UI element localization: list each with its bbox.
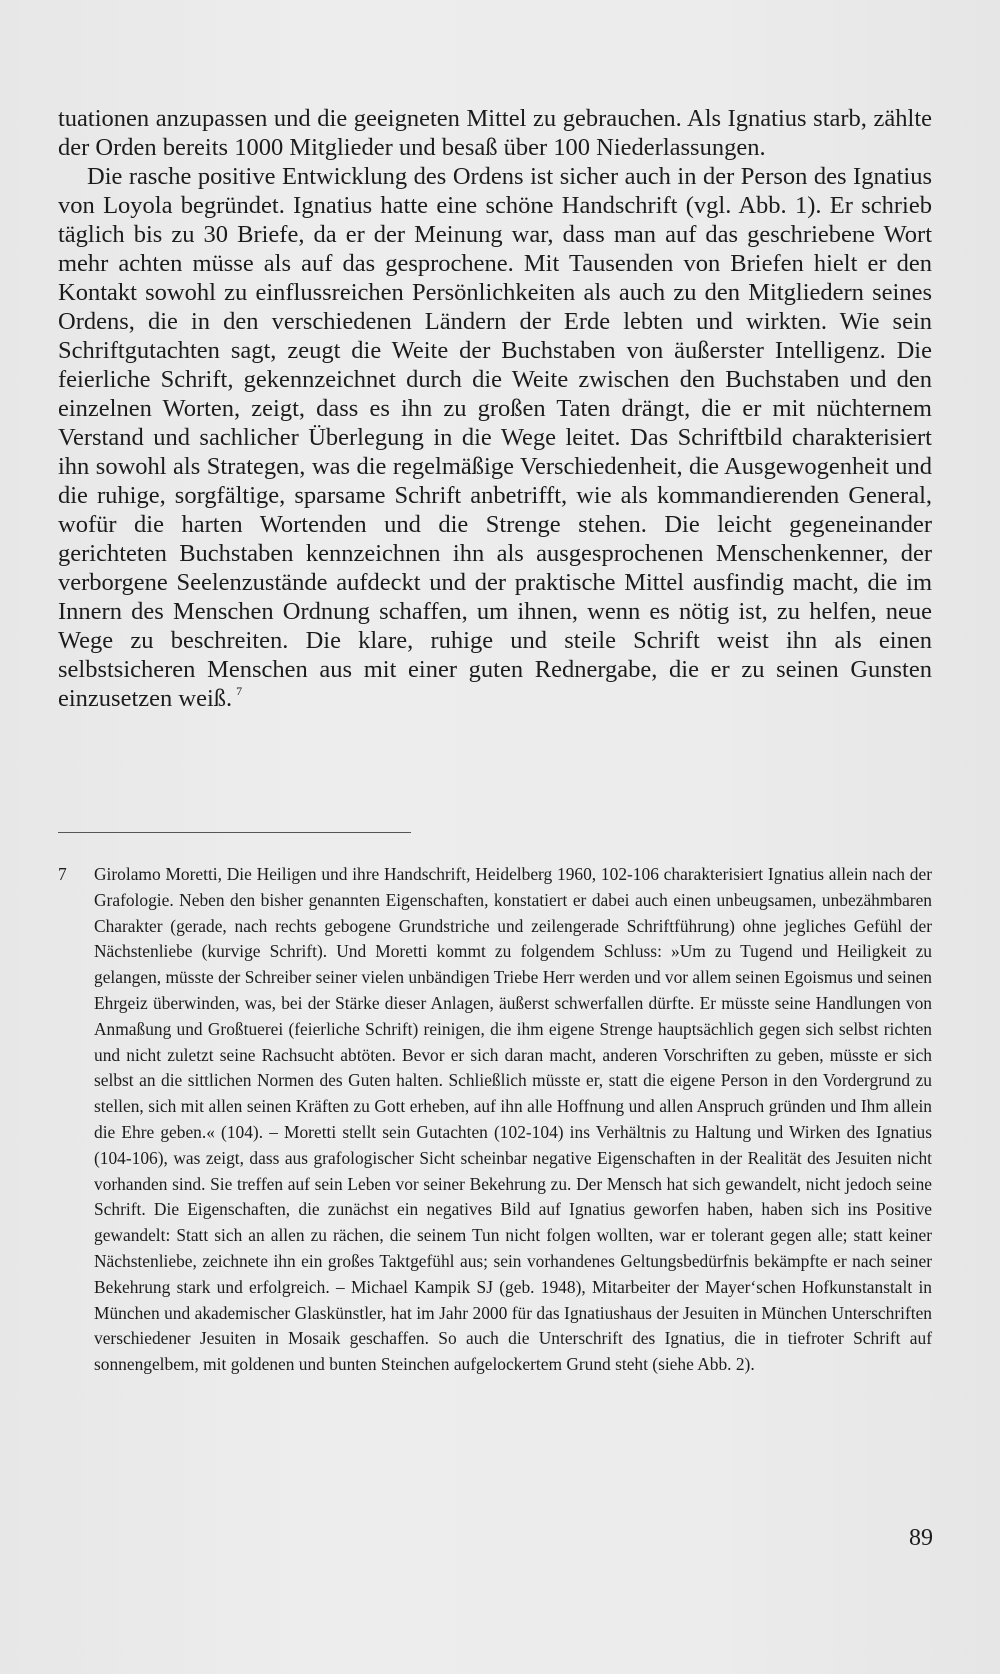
main-text: [58, 104, 932, 713]
footnote-separator: [58, 832, 411, 833]
footnote-reference[interactable]: 7: [236, 684, 243, 698]
footnote-text: Girolamo Moretti, Die Heiligen und ihre Handschrift, Heidelberg 1960, 102-106 charakterisiert Ignatius allein nach der Grafologie. Neben den bisher genannten Eigenschaften, konstatiert er dabei auch einen unbeugsamen, unbezähmbaren Charakter (gerade, nach rechts gebogene Grundstriche und zeilengerade Schriftführung) ohne jegliches Gefühl der Nächstenliebe (kurvige Schrift). Und Moretti kommt zu folgendem Schluss: »Um zu Tugend und Heiligkeit zu gelangen, müsste der Schreiber seiner vielen unbändigen Triebe Herr werden und vor allem seinen Egoismus und seinen Ehrgeiz überwinden, was, bei der Stärke dieser Anlagen, äußerst schwerfallen dürfte. Er müsste seine Handlungen von Anmaßung und Großtuerei (feierliche Schrift) reinigen, die ihm eigene Strenge hauptsächlich gegen sich selbst richten und nicht zuletzt seine Rachsucht abtöten. Bevor er sich daran macht, anderen Vorschriften zu geben, müsste er sich selbst an die sittlichen Normen des Guten halten. Schließlich müsste er, statt die eigene Person in den Vordergrund zu stellen, sich mit allen seinen Kräften zu Gott erheben, auf ihn alle Hoffnung und allen Anspruch gründen und Ihm allein die Ehre geben.« (104). – Moretti stellt sein Gutachten (102-104) ins Verhältnis zu Haltung und Wirken des Ignatius (104-106), was zeigt, dass aus grafologischer Sicht scheinbar negative Eigenschaften in der Realität des Jesuiten nicht vorhanden sind. Sie treffen auf sein Leben vor seiner Bekehrung zu. Der Mensch hat sich gewandelt, nicht jedoch seine Schrift. Die Eigenschaften, die zunächst ein negatives Bild auf Ignatius geworfen haben, haben sich ins Positive gewandelt: Statt sich an allen zu rächen, die seinem Tun nicht folgen wollten, war er tolerant gegen alle; statt keiner Nächstenliebe, zeichnete ihn ein großes Taktgefühl aus; sein vorhandenes Geltungsbedürfnis bekämpfte er nach seiner Bekehrung stark und erfolgreich. – Michael Kampik SJ (geb. 1948), Mitarbeiter der Mayer‘schen Hofkunstanstalt in München und akademischer Glaskünstler, hat im Jahr 2000 für das Ignatiushaus der Jesuiten in München Unterschriften verschiedener Jesuiten in Mosaik geschaffen. So auch die Unterschrift des Ignatius, die in tiefroter Schrift auf sonnengelbem, mit goldenen und bunten Steinchen aufgelockertem Grund steht (siehe Abb. 2).: [94, 864, 932, 1375]
paragraph-text: Die rasche positive Entwicklung des Ordens ist sicher auch in der Person des Ignatius von Loyola begründet. Ignatius hatte eine schöne Handschrift (vgl. Abb. 1). Er schrieb täglich bis zu 30 Briefe, da er der Meinung war, dass man auf das geschriebene Wort mehr achten müsse als auf das gesprochene. Mit Tausenden von Briefen hielt er den Kontakt sowohl zu einflussreichen Persönlichkeiten als auch zu den Mitgliedern seines Ordens, die in den verschiedenen Ländern der Erde lebten und wirkten. Wie sein Schriftgutachten sagt, zeugt die Weite der Buchstaben von äußerster Intelligenz. Die feierliche Schrift, gekennzeichnet durch die Weite zwischen den Buchstaben und den einzelnen Worten, zeigt, dass es ihn zu großen Taten drängt, die er mit nüchternem Verstand und sachlicher Überlegung in die Wege leitet. Das Schriftbild charakterisiert ihn sowohl als Strategen, was die regelmäßige Verschiedenheit, die Ausgewogenheit und die ruhige, sorgfältige, sparsame Schrift anbetrifft, wie als kommandierenden General, wofür die harten Wortenden und die Strenge stehen. Die leicht gegeneinander gerichteten Buchstaben kennzeichnen ihn als ausgesprochenen Menschenkenner, der verborgene Seelenzustände aufdeckt und der praktische Mittel ausfindig macht, die im Innern des Menschen Ordnung schaffen, um ihnen, wenn es nötig ist, zu helfen, neue Wege zu beschreiten. Die klare, ruhige und steile Schrift weist ihn als einen selbstsicheren Menschen aus mit einer guten Rednergabe, die er zu seinen Gunsten einzusetzen weiß.: [58, 163, 932, 712]
paragraph: tuationen anzupassen und die geeigneten Mittel zu gebrauchen. Als Ignatius starb, zählte der Orden bereits 1000 Mitglieder und besaß über 100 Niederlassungen.: [58, 105, 932, 161]
footnote: [58, 862, 932, 1378]
page-number: 89: [909, 1525, 933, 1551]
footnote-number: 7: [58, 864, 67, 884]
paragraph: [58, 162, 932, 713]
